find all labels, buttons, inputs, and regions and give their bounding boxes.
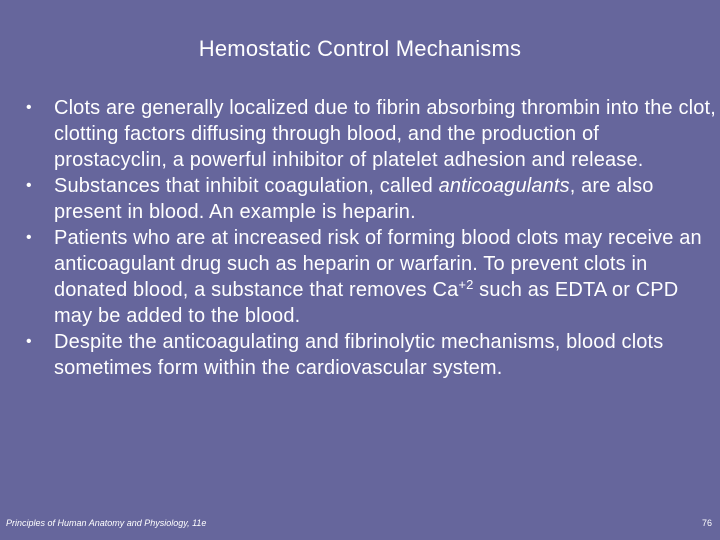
calcium-charge-superscript: +2 bbox=[458, 277, 474, 292]
bullet-item-3 bbox=[26, 225, 716, 329]
bullet-text: Clots are generally localized due to fibrin absorbing thrombin into the clot, clotting factors diffusing through blood, and the production of prostacyclin, a powerful inhibitor of platelet adhesion and release. bbox=[54, 97, 716, 171]
bullet-item-1 bbox=[26, 95, 716, 173]
page-number: 76 bbox=[701, 518, 712, 528]
bullet-dot-icon: • bbox=[26, 333, 32, 350]
bullet-text-after: such as EDTA or CPD may be added to the blood. bbox=[54, 279, 679, 327]
bullet-text: Despite the anticoagulating and fibrinolytic mechanisms, blood clots sometimes form within the cardiovascular system. bbox=[54, 331, 664, 379]
bullet-text-emphasis: anticoagulants bbox=[438, 175, 570, 197]
bullet-dot-icon: • bbox=[26, 99, 32, 116]
bullet-text-before: Patients who are at increased risk of forming blood clots may receive an anticoagulant drug such as heparin or warfarin. To prevent clots in donated blood, a substance that removes Ca bbox=[54, 227, 702, 301]
bullet-list bbox=[26, 95, 716, 381]
bullet-text-before: Substances that inhibit coagulation, called bbox=[54, 175, 439, 197]
bullet-text-after: , are also present in blood. An example is heparin. bbox=[54, 175, 654, 223]
footer-source: Principles of Human Anatomy and Physiology, 11e bbox=[6, 518, 207, 528]
bullet-dot-icon: • bbox=[26, 177, 32, 194]
bullet-item-2 bbox=[26, 173, 716, 225]
slide-title: Hemostatic Control Mechanisms bbox=[198, 36, 522, 61]
bullet-item-4 bbox=[26, 329, 716, 381]
bullet-text bbox=[54, 175, 654, 223]
bullet-dot-icon: • bbox=[26, 229, 32, 246]
bullet-text bbox=[54, 227, 702, 327]
